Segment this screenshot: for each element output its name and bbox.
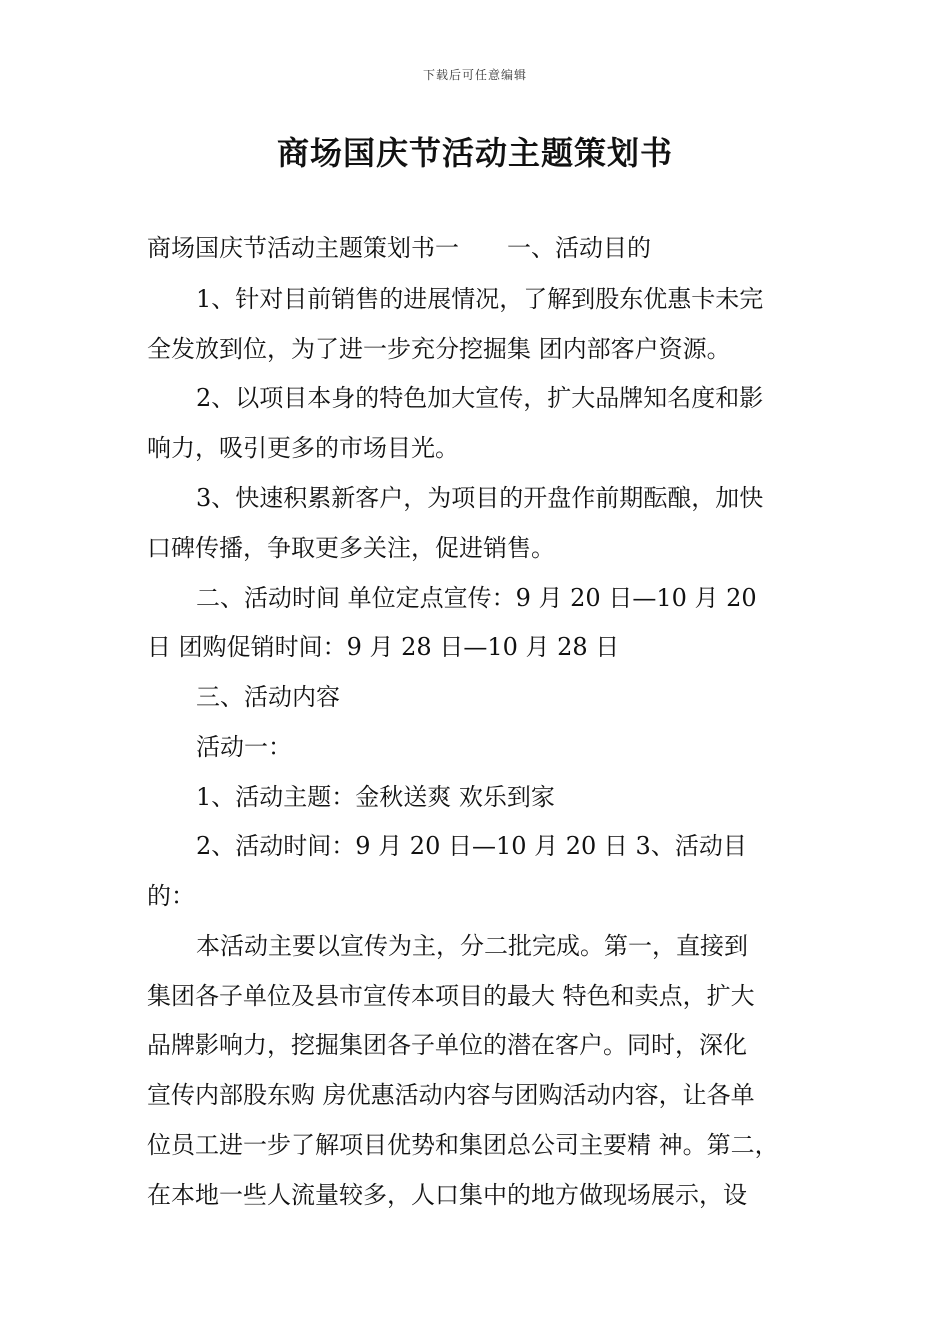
paragraph-line: 2、以项目本身的特色加大宣传，扩大品牌知名度和影 bbox=[196, 384, 764, 412]
paragraph-line: 的： bbox=[147, 882, 195, 910]
paragraph-line: 本活动主要以宣传为主，分二批完成。第一，直接到 bbox=[196, 932, 748, 960]
header-note: 下载后可任意编辑 bbox=[422, 68, 527, 82]
paragraph-line: 全发放到位，为了进一步充分挖掘集 团内部客户资源。 bbox=[147, 335, 731, 363]
paragraph-line: 宣传内部股东购 房优惠活动内容与团购活动内容，让各单 bbox=[147, 1081, 755, 1109]
paragraph-line: 在本地一些人流量较多，人口集中的地方做现场展示，设 bbox=[147, 1181, 747, 1209]
paragraph-line: 活动一： bbox=[196, 733, 292, 761]
paragraph-line: 三、活动内容 bbox=[196, 683, 340, 711]
paragraph-line: 口碑传播，争取更多关注，促进销售。 bbox=[147, 534, 555, 562]
paragraph-line: 2、活动时间：9 月 20 日—10 月 20 日 3、活动目 bbox=[196, 832, 747, 860]
paragraph-line: 二、活动时间 单位定点宣传：9 月 20 日—10 月 20 bbox=[196, 584, 757, 612]
document-title: 商场国庆节活动主题策划书 bbox=[276, 134, 673, 172]
paragraph-line: 位员工进一步了解项目优势和集团总公司主要精 神。第二， bbox=[147, 1131, 779, 1159]
paragraph-line: 1、活动主题：金秋送爽 欢乐到家 bbox=[196, 783, 555, 811]
paragraph-line: 品牌影响力，挖掘集团各子单位的潜在客户。同时，深化 bbox=[147, 1031, 747, 1059]
paragraph-line: 1、针对目前销售的进展情况，了解到股东优惠卡未完 bbox=[196, 285, 764, 313]
paragraph-line: 响力，吸引更多的市场目光。 bbox=[147, 434, 459, 462]
paragraph-line: 日 团购促销时间：9 月 28 日—10 月 28 日 bbox=[147, 633, 620, 661]
paragraph-line: 3、快速积累新客户，为项目的开盘作前期酝酿，加快 bbox=[196, 484, 764, 512]
paragraph-line: 集团各子单位及县市宣传本项目的最大 特色和卖点，扩大 bbox=[147, 982, 755, 1010]
paragraph-line: 商场国庆节活动主题策划书一 一、活动目的 bbox=[147, 234, 651, 262]
